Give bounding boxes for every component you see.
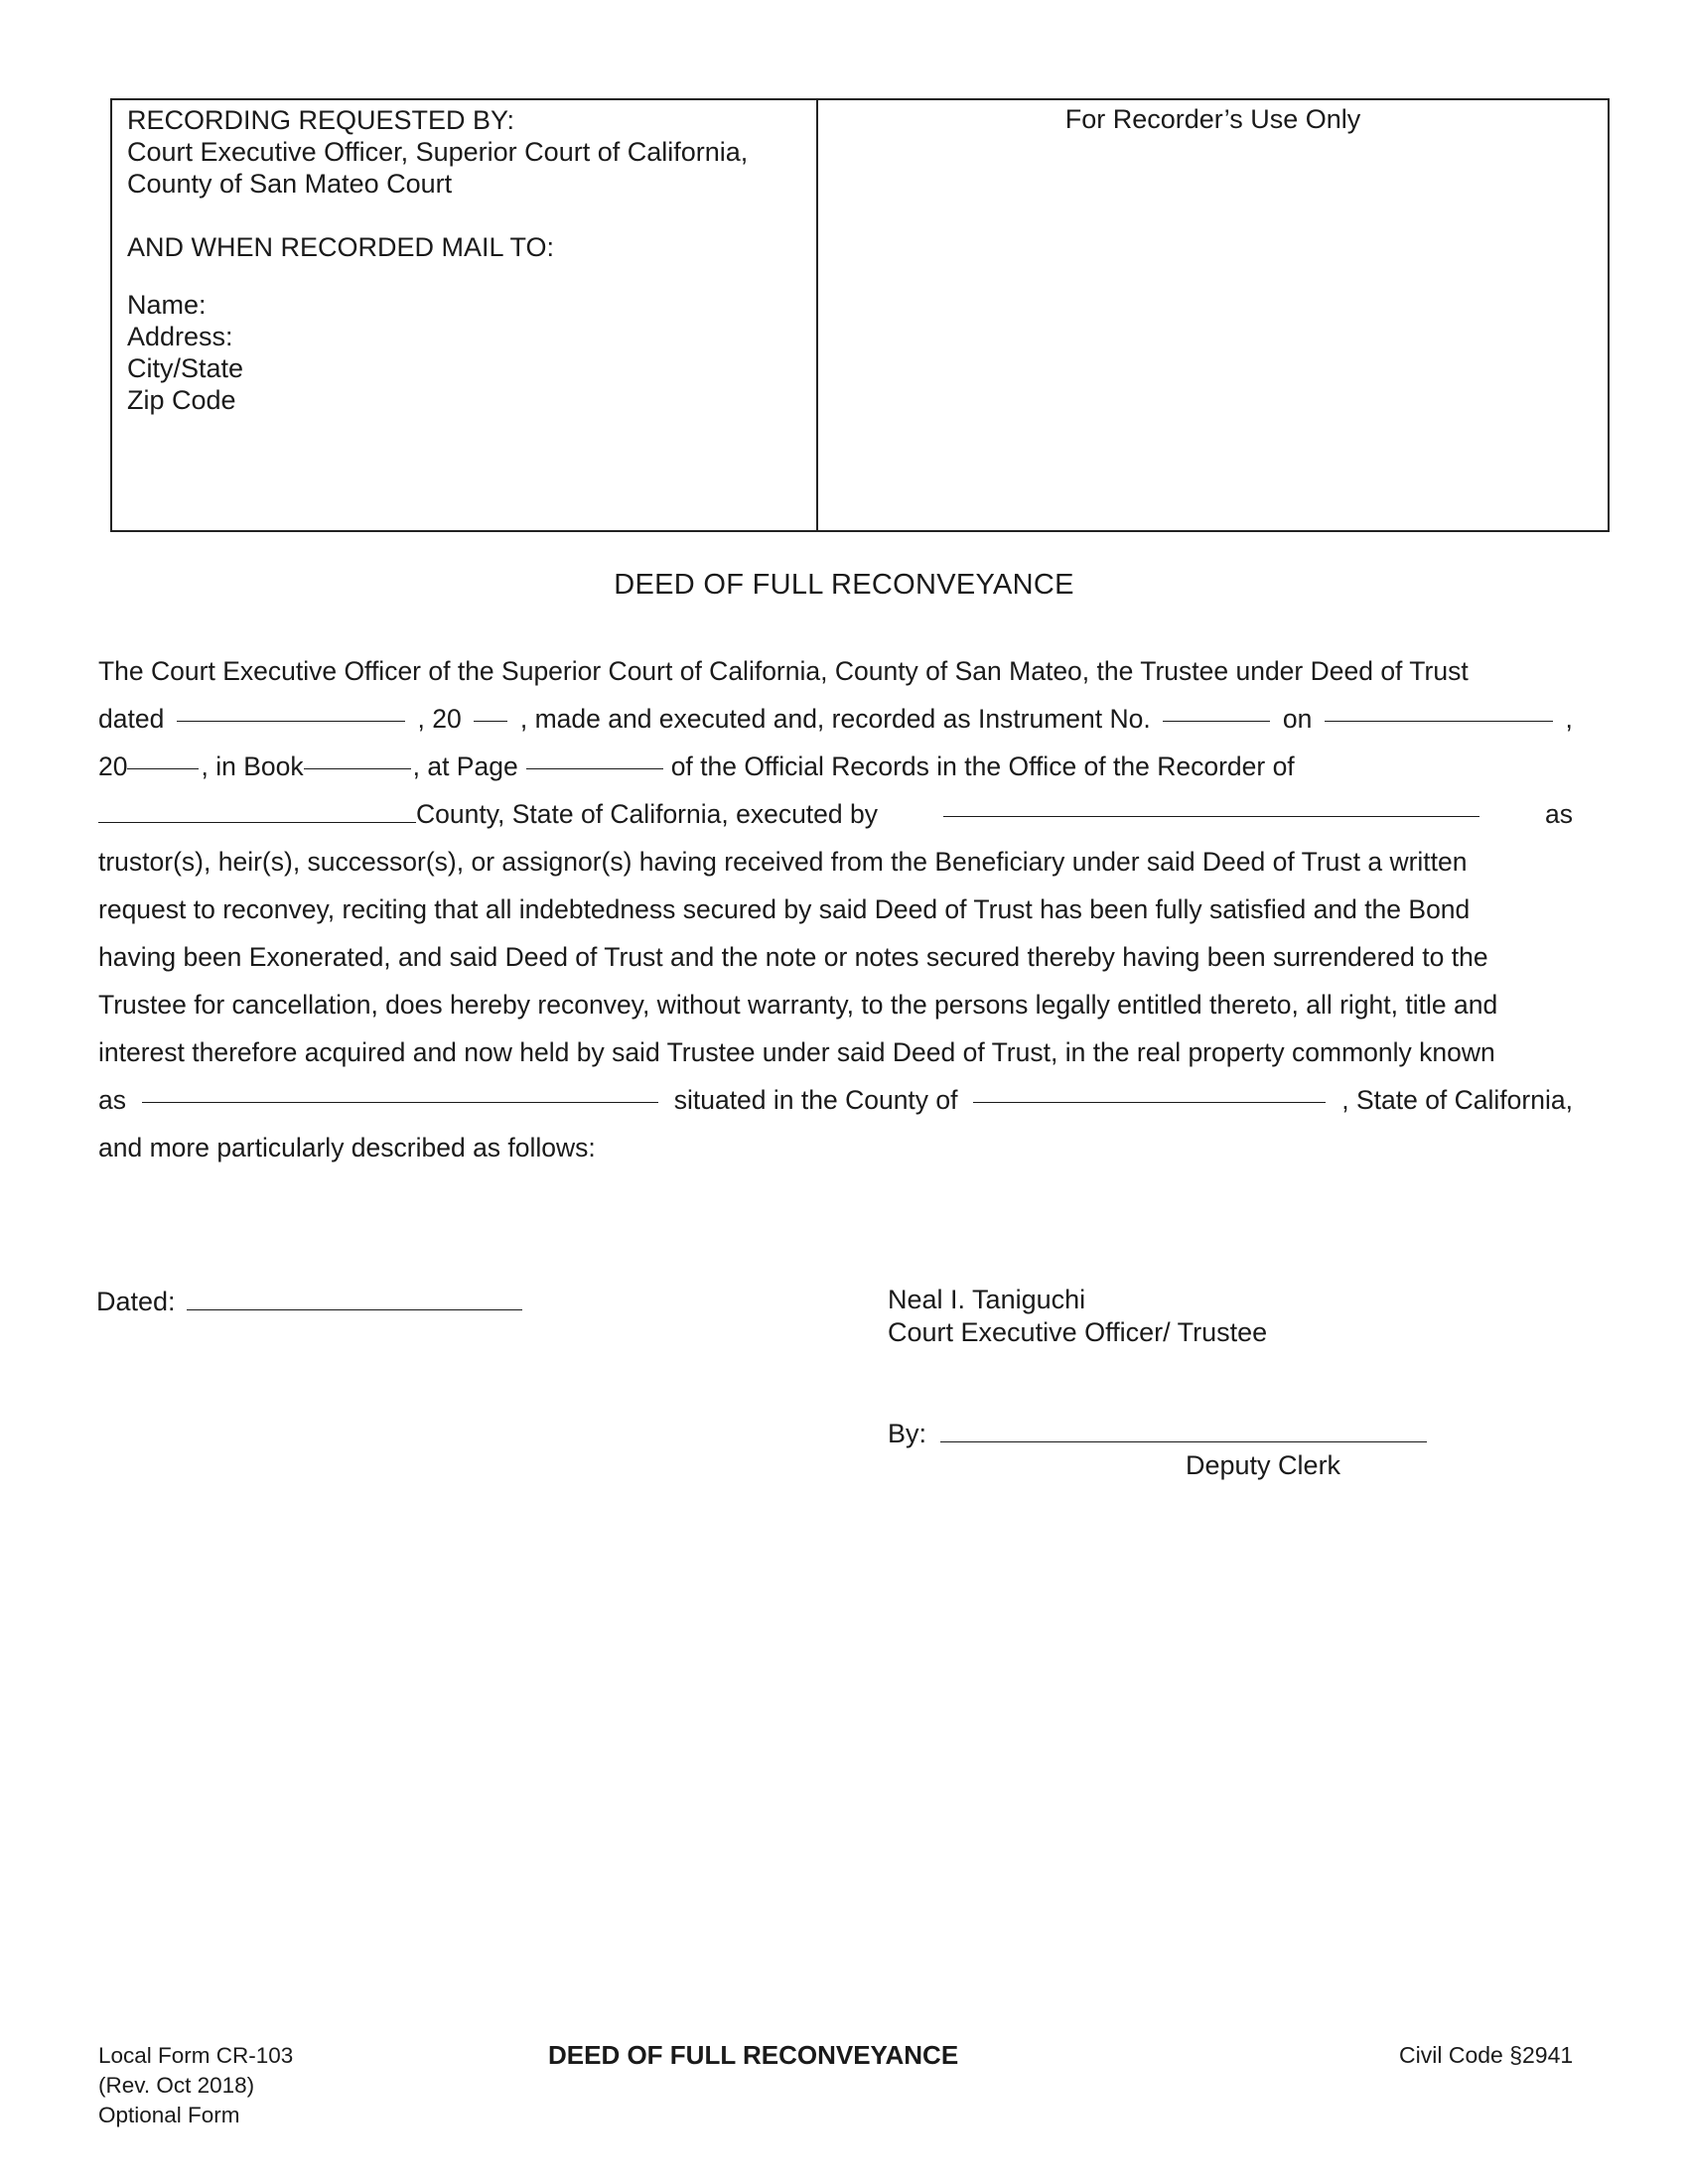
recorder-use-section — [818, 100, 1608, 530]
body-text: 20 — [98, 751, 128, 781]
recording-header-box — [110, 98, 1610, 532]
body-line-3 — [98, 743, 1573, 790]
deputy-clerk-label: Deputy Clerk — [1186, 1450, 1341, 1480]
body-line-5 — [98, 838, 1573, 886]
recording-requested-section — [112, 100, 818, 530]
recording-date-blank[interactable] — [1325, 695, 1553, 722]
trustee-block — [888, 1284, 1267, 1349]
form-number: Local Form CR-103 — [98, 2043, 294, 2068]
body-line-9 — [98, 1028, 1573, 1076]
body-line-8 — [98, 981, 1573, 1028]
body-text: , in Book — [201, 751, 304, 781]
recorder-use-label: For Recorder’s Use Only — [1064, 104, 1361, 134]
property-address-blank[interactable] — [142, 1076, 658, 1103]
body-text: , 20 — [417, 704, 462, 734]
page-blank[interactable] — [526, 743, 663, 769]
body-text: dated — [98, 704, 165, 734]
trust-date-blank[interactable] — [177, 695, 405, 722]
body-line-10 — [98, 1076, 1573, 1124]
body-text: of the Official Records in the Office of the Recorder of — [670, 751, 1295, 781]
county-blank[interactable] — [98, 796, 416, 823]
body-text: having been Exonerated, and said Deed of Trust and the note or notes secured thereby having been surrendered to the — [98, 942, 1488, 972]
body-text: situated in the County of — [673, 1085, 958, 1115]
dated-blank[interactable] — [187, 1284, 522, 1310]
deputy-signature-blank[interactable] — [940, 1416, 1427, 1442]
civil-code-reference: Civil Code §2941 — [1399, 2042, 1574, 2068]
trust-year-blank[interactable] — [474, 695, 507, 722]
body-line-11 — [98, 1124, 1573, 1171]
mail-to-label: AND WHEN RECORDED MAIL TO: — [127, 232, 555, 262]
body-text: trustor(s), heir(s), successor(s), or assignor(s) having received from the Beneficiary under said Deed of Trust a written — [98, 847, 1468, 877]
body-text: as — [98, 1085, 126, 1115]
body-text: Trustee for cancellation, does hereby reconvey, without warranty, to the persons legally entitled thereto, all right, title and — [98, 990, 1498, 1020]
body-text: request to reconvey, reciting that all indebtedness secured by said Deed of Trust has been fully satisfied and the Bond — [98, 894, 1471, 924]
zip-code-label: Zip Code — [127, 385, 236, 415]
footer-title: DEED OF FULL RECONVEYANCE — [548, 2040, 959, 2070]
dated-label: Dated: — [96, 1287, 176, 1316]
body-text: County, State of California, executed by — [416, 799, 878, 829]
body-line-6 — [98, 886, 1573, 933]
body-text: The Court Executive Officer of the Superior Court of California, County of San Mateo, the Trustee under Deed of Trust — [98, 656, 1469, 686]
by-label: By: — [888, 1419, 927, 1448]
name-label: Name: — [127, 290, 207, 320]
city-state-label: City/State — [127, 353, 244, 383]
body-text: on — [1282, 704, 1313, 734]
body-text: , — [1565, 704, 1573, 734]
officer-name: Neal I. Taniguchi — [888, 1285, 1086, 1314]
recording-requested-by-label: RECORDING REQUESTED BY: — [127, 105, 515, 135]
body-text: as — [1545, 799, 1573, 829]
body-text: , State of California, — [1341, 1085, 1573, 1115]
body-line-4 — [98, 790, 1573, 838]
body-text: and more particularly described as follows: — [98, 1133, 596, 1162]
recording-year-blank[interactable] — [127, 743, 199, 769]
body-text: interest therefore acquired and now held by said Trustee under said Deed of Trust, in the real property commonly known — [98, 1037, 1495, 1067]
dated-field — [96, 1284, 522, 1318]
body-line-7 — [98, 933, 1573, 981]
page-title: DEED OF FULL RECONVEYANCE — [614, 569, 1074, 601]
address-label: Address: — [127, 322, 233, 351]
body-text: , made and executed and, recorded as Instrument No. — [519, 704, 1151, 734]
executed-by-blank[interactable] — [943, 790, 1479, 817]
body-line-1 — [98, 647, 1573, 695]
book-blank[interactable] — [304, 743, 411, 769]
requester-line-1: Court Executive Officer, Superior Court of California, — [127, 137, 749, 167]
body-line-2 — [98, 695, 1573, 743]
optional-form-label: Optional Form — [98, 2103, 240, 2127]
deed-body — [98, 647, 1573, 1171]
body-text: , at Page — [412, 751, 518, 781]
by-signature-field — [888, 1416, 1427, 1450]
footer-form-info — [98, 2041, 293, 2130]
officer-title: Court Executive Officer/ Trustee — [888, 1317, 1268, 1347]
property-county-blank[interactable] — [973, 1076, 1326, 1103]
form-revision: (Rev. Oct 2018) — [98, 2073, 255, 2098]
instrument-number-blank[interactable] — [1163, 695, 1270, 722]
requester-line-2: County of San Mateo Court — [127, 169, 453, 199]
